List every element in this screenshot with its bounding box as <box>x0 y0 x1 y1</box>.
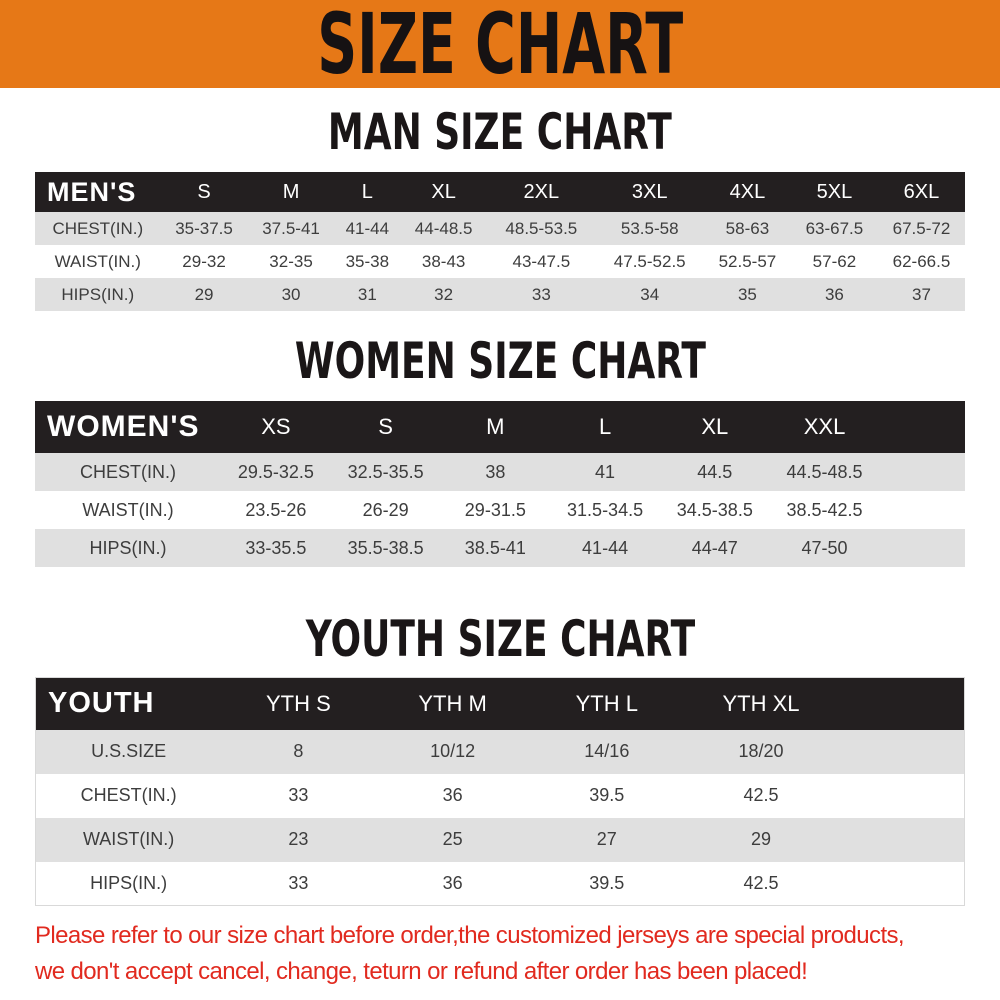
table-cell: 41 <box>595 461 616 482</box>
table-cell: 39.5 <box>589 872 625 893</box>
size-column-header: S <box>378 414 393 439</box>
size-column-header: S <box>197 180 211 203</box>
size-column-header: L <box>361 180 373 203</box>
table-row <box>36 774 965 818</box>
table-cell: 43-47.5 <box>512 251 571 271</box>
table-cell: 47-50 <box>801 537 848 558</box>
youth-size-table <box>35 677 965 906</box>
table-row <box>35 278 965 311</box>
row-label: CHEST(IN.) <box>52 218 144 238</box>
table-row <box>36 818 965 862</box>
row-label: WAIST(IN.) <box>82 829 175 849</box>
table-cell: 52.5-57 <box>718 251 777 271</box>
table-cell: 33 <box>531 284 551 304</box>
table-header-row <box>35 401 965 453</box>
table-cell: 32.5-35.5 <box>347 461 424 482</box>
table-label-header: MEN'S <box>47 176 137 207</box>
man-section-heading-text: MAN SIZE CHART <box>328 103 672 161</box>
women-section-heading-text: WOMEN SIZE CHART <box>294 332 706 390</box>
table-cell: 41-44 <box>345 218 390 238</box>
table-cell: 42.5 <box>743 872 779 893</box>
table-cell: 29-31.5 <box>464 499 526 520</box>
table-cell: 36 <box>824 284 844 304</box>
size-column-header: XL <box>701 414 729 439</box>
table-cell: 53.5-58 <box>620 218 679 238</box>
table-cell: 33 <box>288 785 309 805</box>
size-column-header: YTH S <box>266 690 331 716</box>
table-label-header: WOMEN'S <box>47 410 200 443</box>
size-column-header: 4XL <box>729 180 766 203</box>
footer-note-line2: we don't accept cancel, change, teturn or refund after order has been placed! <box>35 958 808 985</box>
table-cell: 38-43 <box>421 251 466 271</box>
spacer-cell <box>879 491 965 529</box>
table-cell: 62-66.5 <box>892 251 951 271</box>
table-cell: 42.5 <box>743 785 779 805</box>
table-cell: 35.5-38.5 <box>347 537 424 558</box>
size-column-header: M <box>282 180 300 203</box>
size-column-header: 5XL <box>816 180 853 203</box>
table-cell: 39.5 <box>589 785 625 805</box>
table-header-row <box>35 172 965 212</box>
table-cell: 25 <box>442 829 463 849</box>
size-column-header: XXL <box>803 414 846 439</box>
spacer-cell <box>838 862 964 906</box>
spacer-cell <box>879 401 965 453</box>
youth-table-body <box>36 730 965 906</box>
youth-section-heading-text: YOUTH SIZE CHART <box>305 610 695 668</box>
table-cell: 37.5-41 <box>262 218 320 238</box>
women-table-body <box>35 453 965 567</box>
row-label: U.S.SIZE <box>91 741 167 761</box>
table-cell: 26-29 <box>362 499 409 520</box>
table-cell: 67.5-72 <box>892 218 951 238</box>
table-cell: 36 <box>442 872 463 893</box>
size-column-header: 2XL <box>523 180 560 203</box>
table-cell: 38 <box>485 461 506 482</box>
spacer-cell <box>879 529 965 567</box>
table-cell: 8 <box>293 741 304 761</box>
table-row <box>35 212 965 245</box>
size-column-header: YTH XL <box>722 690 800 716</box>
table-cell: 18/20 <box>738 741 784 761</box>
table-row <box>35 245 965 278</box>
table-cell: 41-44 <box>582 537 629 558</box>
size-column-header: M <box>486 414 505 439</box>
table-cell: 31.5-34.5 <box>567 499 644 520</box>
table-cell: 36 <box>442 785 463 805</box>
table-cell: 10/12 <box>430 741 476 761</box>
table-cell: 44.5-48.5 <box>786 461 863 482</box>
spacer-cell <box>838 774 964 818</box>
women-size-table <box>35 401 965 567</box>
table-cell: 29 <box>750 829 772 849</box>
men-table-body <box>35 212 965 311</box>
table-row <box>35 453 965 491</box>
table-cell: 34 <box>640 284 660 304</box>
table-cell: 47.5-52.5 <box>613 251 686 271</box>
row-label: HIPS(IN.) <box>90 872 168 893</box>
table-cell: 29-32 <box>182 251 226 271</box>
women-table-header <box>35 401 965 453</box>
table-cell: 32-35 <box>269 251 313 271</box>
table-cell: 44-48.5 <box>414 218 473 238</box>
spacer-cell <box>838 730 964 774</box>
table-cell: 38.5-42.5 <box>786 499 863 520</box>
table-row <box>36 862 965 906</box>
row-label: CHEST(IN.) <box>80 461 176 482</box>
table-cell: 38.5-41 <box>464 537 526 558</box>
table-cell: 29.5-32.5 <box>237 461 314 482</box>
table-row <box>35 491 965 529</box>
table-row <box>35 529 965 567</box>
row-label: WAIST(IN.) <box>82 499 174 520</box>
table-cell: 30 <box>281 284 301 304</box>
table-cell: 58-63 <box>725 218 770 238</box>
table-cell: 27 <box>596 829 617 849</box>
page-title: SIZE CHART <box>317 0 683 93</box>
table-cell: 48.5-53.5 <box>505 218 578 238</box>
table-cell: 44.5 <box>697 461 733 482</box>
table-row <box>36 730 965 774</box>
youth-section-heading <box>0 610 1000 668</box>
spacer-cell <box>838 818 964 862</box>
men-table-header <box>35 172 965 212</box>
size-column-header: YTH L <box>575 690 638 716</box>
table-cell: 23.5-26 <box>245 499 307 520</box>
size-column-header: XS <box>261 414 291 439</box>
youth-table-header <box>36 678 965 730</box>
women-section-heading <box>0 332 1000 390</box>
size-column-header: L <box>598 414 612 439</box>
table-cell: 29 <box>194 284 214 304</box>
table-cell: 31 <box>357 284 377 304</box>
table-cell: 37 <box>912 284 931 304</box>
table-cell: 63-67.5 <box>805 218 864 238</box>
row-label: WAIST(IN.) <box>54 251 141 271</box>
spacer-cell <box>879 453 965 491</box>
table-cell: 57-62 <box>812 251 857 271</box>
size-column-header: 3XL <box>631 180 668 203</box>
table-label-header: YOUTH <box>48 687 155 720</box>
table-cell: 23 <box>288 829 309 849</box>
size-chart-banner <box>0 0 1000 93</box>
row-label: HIPS(IN.) <box>89 537 167 558</box>
men-size-table <box>35 172 965 311</box>
table-cell: 44-47 <box>691 537 738 558</box>
row-label: CHEST(IN.) <box>80 785 177 805</box>
size-column-header: YTH M <box>418 690 487 716</box>
man-section-heading <box>0 103 1000 161</box>
table-cell: 32 <box>434 284 454 304</box>
footer-note-line1: Please refer to our size chart before order,the customized jerseys are special products, <box>35 922 904 949</box>
table-cell: 35-38 <box>345 251 390 271</box>
table-cell: 35-37.5 <box>175 218 233 238</box>
size-column-header: 6XL <box>903 180 940 203</box>
table-cell: 34.5-38.5 <box>676 499 753 520</box>
table-cell: 33 <box>288 872 309 893</box>
footer-note <box>35 918 1000 990</box>
table-cell: 35 <box>737 284 757 304</box>
row-label: HIPS(IN.) <box>61 284 135 304</box>
table-cell: 14/16 <box>584 741 630 761</box>
table-cell: 33-35.5 <box>245 537 307 558</box>
spacer-cell <box>838 678 964 730</box>
size-column-header: XL <box>431 180 456 203</box>
table-header-row <box>36 678 965 730</box>
